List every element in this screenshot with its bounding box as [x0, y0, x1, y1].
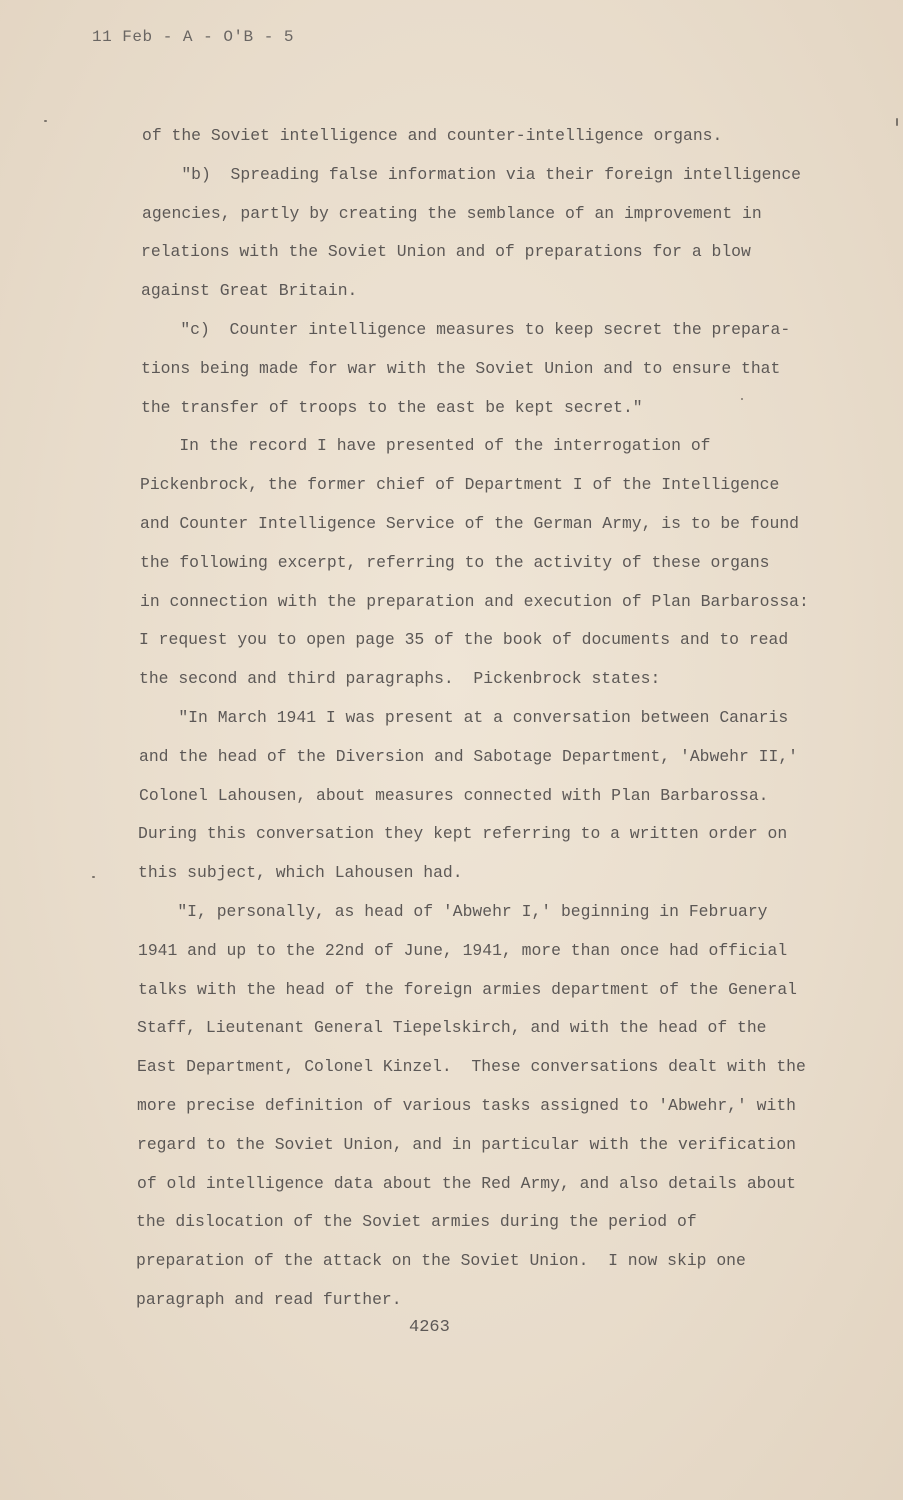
- text-line: I request you to open page 35 of the book of documents and to read: [139, 630, 789, 650]
- paper-speck: [741, 398, 743, 400]
- text-line: and Counter Intelligence Service of the German Army, is to be found: [140, 514, 800, 533]
- paper-speck: [896, 118, 898, 126]
- paper-speck: [44, 120, 47, 122]
- text-line: paragraph and read further.: [136, 1290, 402, 1309]
- text-line: agencies, partly by creating the semblance of an improvement in: [142, 203, 762, 223]
- text-line: against Great Britain.: [141, 281, 358, 301]
- text-line: this subject, which Lahousen had.: [138, 863, 463, 883]
- text-line: the dislocation of the Soviet armies during the period of: [136, 1212, 697, 1232]
- text-line: "b) Spreading false information via their foreign intelligence: [142, 164, 802, 184]
- text-line: During this conversation they kept referring to a written order on: [138, 824, 788, 844]
- text-line: relations with the Soviet Union and of preparations for a blow: [141, 242, 751, 262]
- text-line: of old intelligence data about the Red Army, and also details about: [137, 1173, 797, 1193]
- text-line: "I, personally, as head of 'Abwehr I,' beginning in February: [138, 902, 768, 921]
- text-line: Colonel Lahousen, about measures connected with Plan Barbarossa.: [139, 785, 769, 805]
- text-line: East Department, Colonel Kinzel. These conversations dealt with the: [137, 1057, 806, 1077]
- text-line: Staff, Lieutenant General Tiepelskirch, and with the head of the: [137, 1018, 767, 1038]
- paper-speck: [92, 876, 95, 878]
- page-number: 4263: [409, 1318, 450, 1337]
- text-line: "In March 1941 I was present at a conversation between Canaris: [139, 708, 789, 727]
- text-line: "c) Counter intelligence measures to keep secret the prepara-: [141, 320, 791, 339]
- text-line: regard to the Soviet Union, and in particular with the verification: [137, 1134, 797, 1154]
- text-line: preparation of the attack on the Soviet Union. I now skip one: [136, 1251, 746, 1271]
- text-line: In the record I have presented of the interrogation of: [140, 436, 711, 456]
- text-line: Pickenbrock, the former chief of Department I of the Intelligence: [140, 475, 780, 495]
- text-line: and the head of the Diversion and Sabotage Department, 'Abwehr II,': [139, 746, 799, 766]
- page-header-code: 11 Feb - A - O'B - 5: [92, 28, 295, 46]
- text-line: the transfer of troops to the east be kept secret.": [141, 397, 643, 417]
- text-line: the second and third paragraphs. Pickenbrock states:: [139, 669, 661, 689]
- text-line: 1941 and up to the 22nd of June, 1941, more than once had official: [138, 940, 788, 960]
- text-line: more precise definition of various tasks assigned to 'Abwehr,' with: [137, 1096, 797, 1115]
- text-line: in connection with the preparation and execution of Plan Barbarossa:: [140, 591, 809, 611]
- text-line: tions being made for war with the Soviet Union and to ensure that: [141, 358, 781, 378]
- text-line: of the Soviet intelligence and counter-intelligence organs.: [142, 126, 723, 145]
- text-line: the following excerpt, referring to the activity of these organs: [140, 552, 770, 572]
- text-line: talks with the head of the foreign armies department of the General: [138, 979, 798, 999]
